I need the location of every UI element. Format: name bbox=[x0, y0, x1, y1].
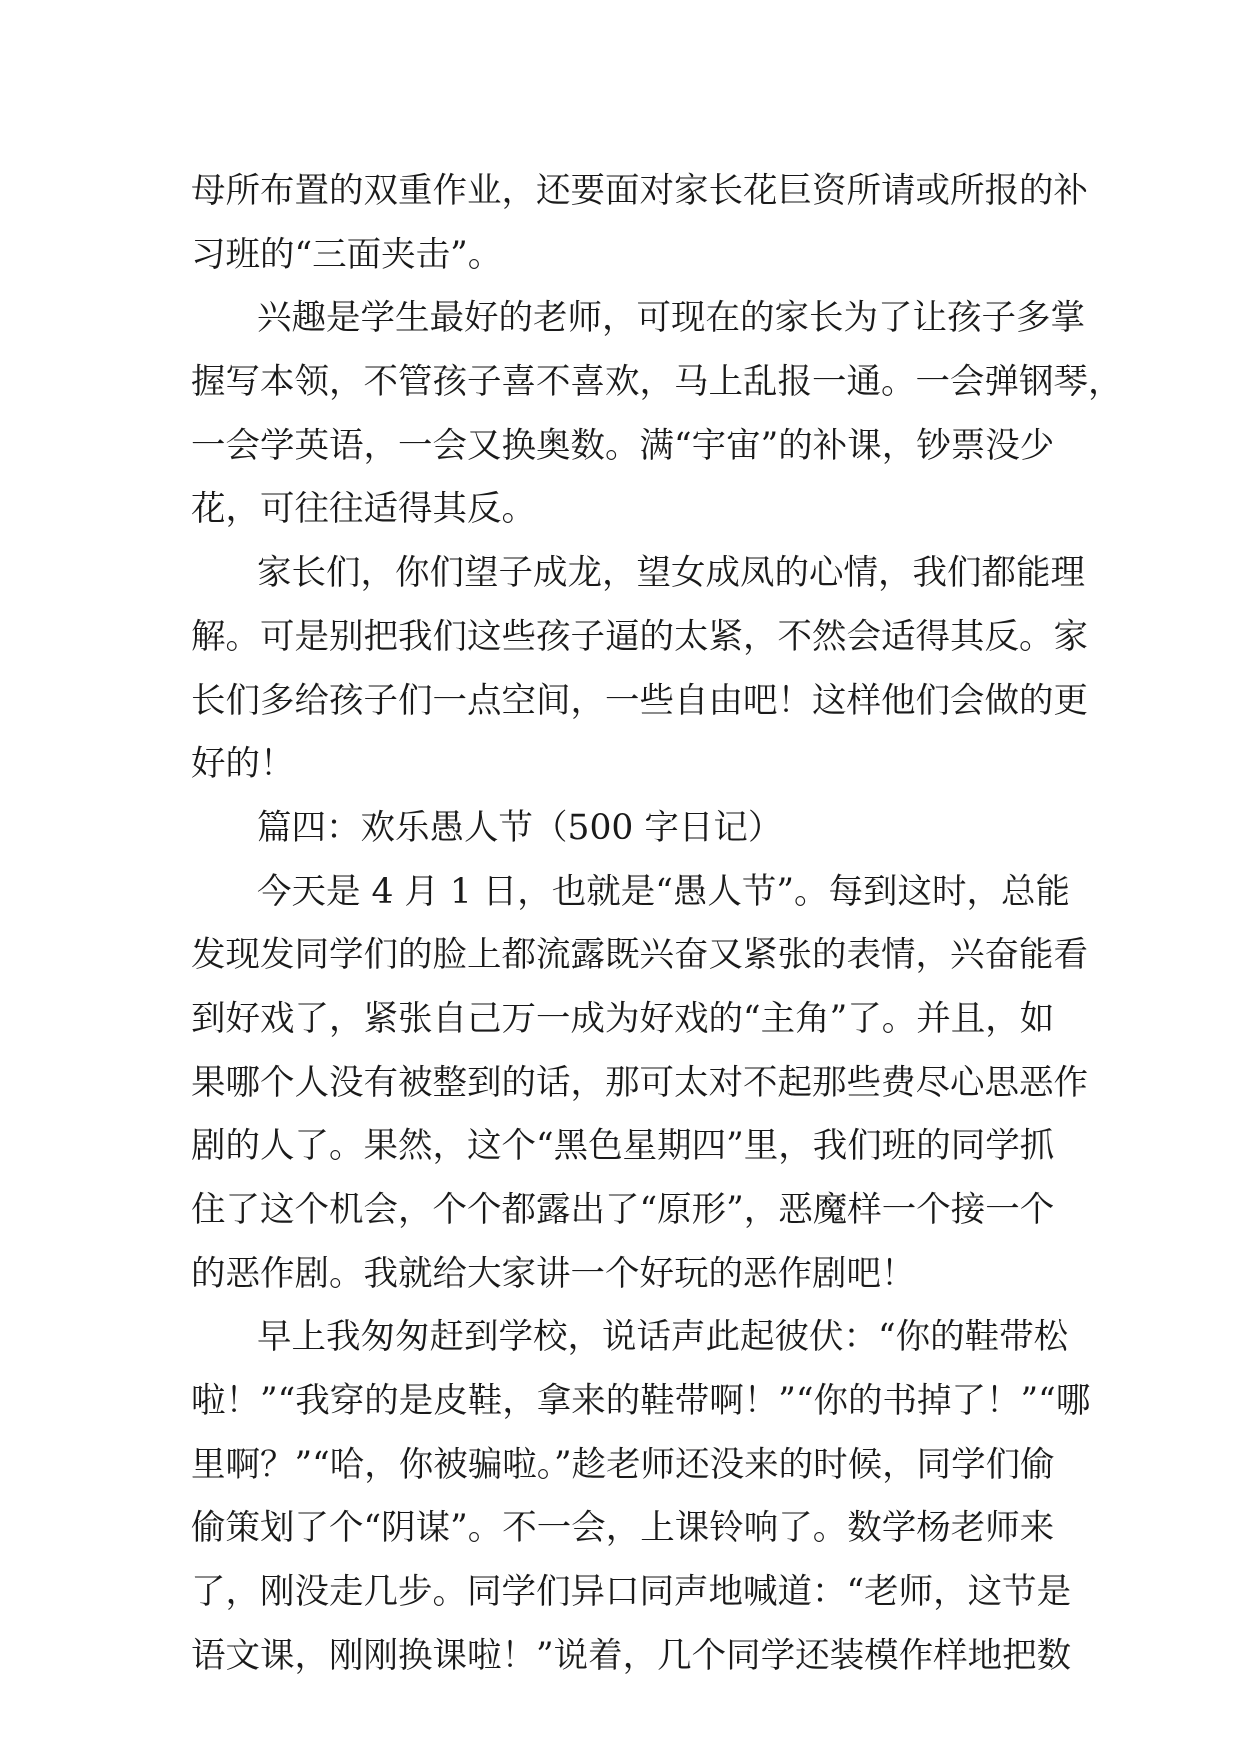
text-line: 剧的人了。果然，这个“黑色星期四”里，我们班的同学抓 bbox=[191, 1126, 1055, 1167]
paragraph bbox=[191, 861, 1088, 1307]
text-line: 一会学英语，一会又换奥数。满“宇宙”的补课，钞票没少 bbox=[191, 425, 1055, 466]
text-line: 啦！”“我穿的是皮鞋，拿来的鞋带啊！”“你的书掉了！”“哪 bbox=[191, 1381, 1091, 1422]
text-line: 解。可是别把我们这些孩子逼的太紧，不然会适得其反。家 bbox=[191, 616, 1088, 657]
text-line: 家长们，你们望子成龙，望女成凤的心情，我们都能理 bbox=[257, 553, 1085, 594]
text-line: 的恶作剧。我就给大家讲一个好玩的恶作剧吧！ bbox=[191, 1253, 916, 1294]
text-line: 了，刚没走几步。同学们异口同声地喊道：“老师，这节是 bbox=[191, 1572, 1072, 1613]
text-line: 好的！ bbox=[191, 744, 295, 785]
document-body bbox=[191, 160, 1123, 1689]
text-line: 住了这个机会，个个都露出了“原形”，恶魔样一个接一个 bbox=[191, 1190, 1055, 1230]
text-line: 到好戏了，紧张自己万一成为好戏的“主角”了。并且，如 bbox=[191, 998, 1055, 1039]
paragraph bbox=[191, 1306, 1091, 1688]
text-line: 花，可往往适得其反。 bbox=[191, 489, 536, 530]
text-line: 今天是 4 月 1 日，也就是“愚人节”。每到这时，总能 bbox=[257, 871, 1071, 912]
text-line: 兴趣是学生最好的老师，可现在的家长为了让孩子多掌 bbox=[257, 298, 1085, 339]
text-line: 早上我匆匆赶到学校，说话声此起彼伏：“你的鞋带松 bbox=[257, 1317, 1069, 1358]
text-line: 习班的“三面夹击”。 bbox=[191, 234, 503, 275]
text-line: 握写本领，不管孩子喜不喜欢，马上乱报一通。一会弹钢琴， bbox=[191, 362, 1123, 403]
text-line: 母所布置的双重作业，还要面对家长花巨资所请或所报的补 bbox=[191, 171, 1088, 211]
section-heading bbox=[191, 797, 1051, 861]
text-line: 果哪个人没有被整到的话，那可太对不起那些费尽心思恶作 bbox=[191, 1062, 1088, 1103]
text-line: 语文课，刚刚换课啦！”说着，几个同学还装模作样地把数 bbox=[191, 1635, 1072, 1676]
paragraph bbox=[191, 160, 1088, 287]
text-line: 里啊？”“哈，你被骗啦。”趁老师还没来的时候，同学们偷 bbox=[191, 1444, 1055, 1485]
text-line: 偷策划了个“阴谋”。不一会，上课铃响了。数学杨老师来 bbox=[191, 1508, 1055, 1549]
text-line: 长们多给孩子们一点空间，一些自由吧！这样他们会做的更 bbox=[191, 680, 1088, 721]
section-title: 篇四：欢乐愚人节（500 字日记） bbox=[257, 807, 783, 848]
paragraph bbox=[191, 287, 1123, 542]
text-line: 发现发同学们的脸上都流露既兴奋又紧张的表情，兴奋能看 bbox=[191, 935, 1088, 976]
paragraph bbox=[191, 542, 1088, 797]
